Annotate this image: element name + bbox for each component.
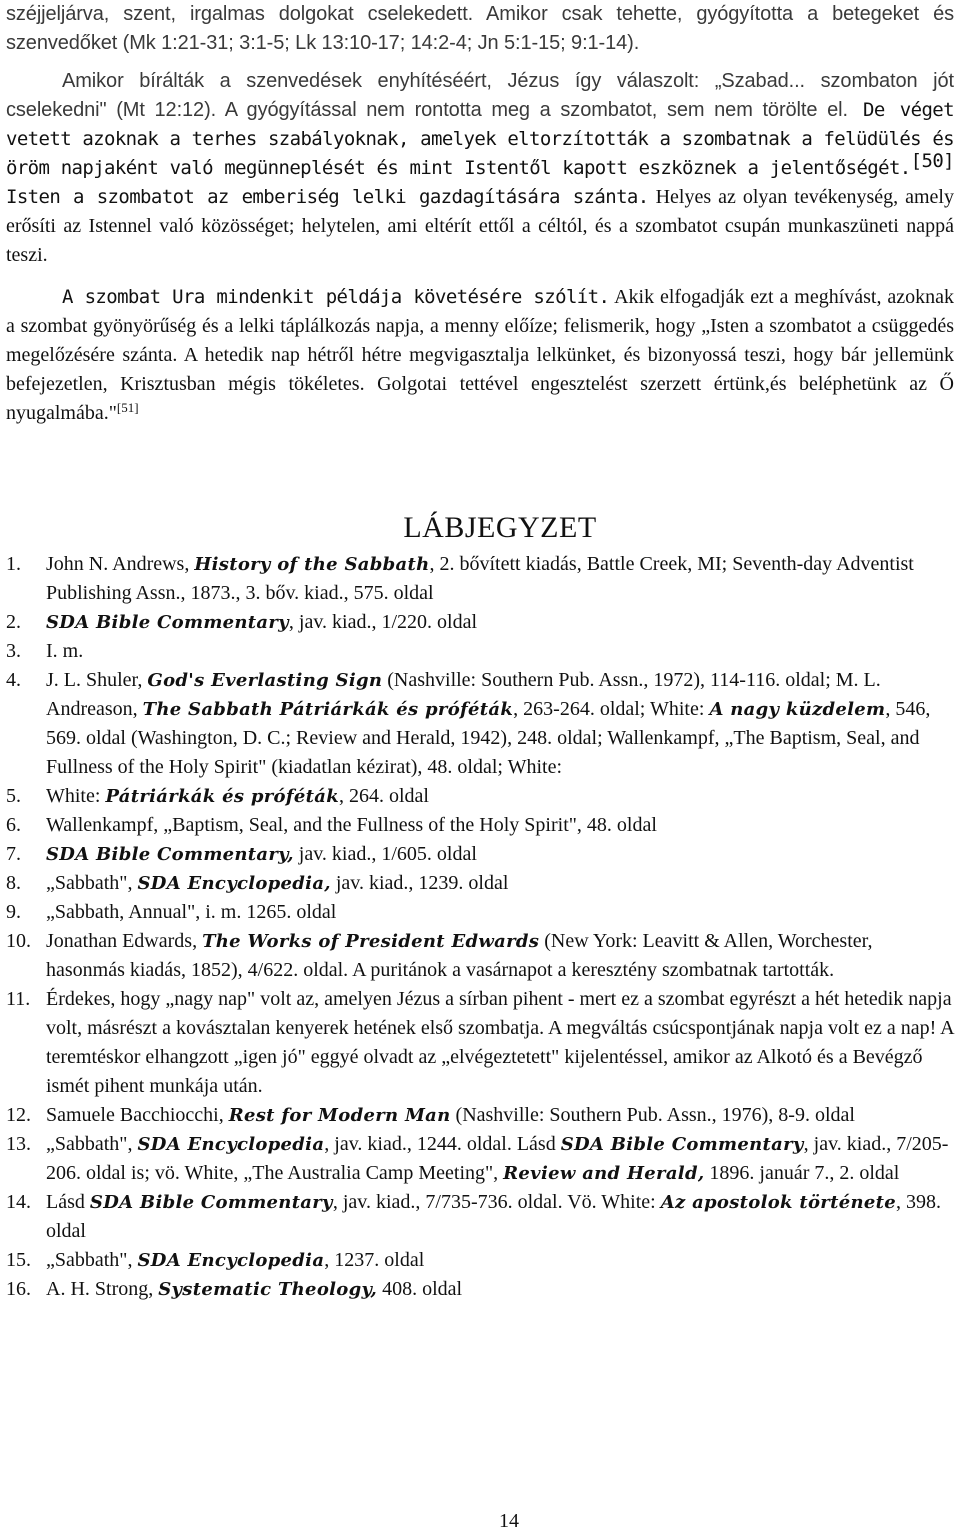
footnote-number: 11. [6,988,31,1010]
footnote-item [6,1130,956,1188]
paragraph-ministry-text: széjjeljárva, szent, irgalmas dolgokat cselekedett. Amikor csak tehette, gyógyította a betegeket és szenvedőket (Mk 1:21-31; 3:1-5; Lk 13:10-17; 14:2-4; Jn 5:1-15; 9:1-14). [6,3,954,54]
footnote-number: 7. [6,843,21,865]
footnote-number: 14. [6,1191,31,1213]
footnote-title: SDA Bible Commentary [560,1134,804,1155]
footnote-item [6,811,956,840]
footnote-item [6,1246,956,1275]
footnote-text: Wallenkampf, „Baptism, Seal, and the Fullness of the Holy Spirit", 48. oldal [46,814,657,836]
footnote-text: Érdekes, hogy „nagy nap" volt az, amelyen Jézus a sírban pihent - mert ez a szombat egyrészt a hét hetedik napja volt, másrészt a kovásztalan kenyerek hetének első szombatja. A megváltás csúcspontjának napja volt ez a nap! A teremtéskor elhangzott „igen jó" eggyé olvadt az „elvégeztetett" kijelentéssel, amikor az Alkotó és a Bevégző ismét pihent munkája után. [46,988,954,1097]
footnote-text: „Sabbath", [46,1133,138,1155]
footnote-item [6,1101,956,1130]
footnote-item [6,898,956,927]
footnote-item [6,1275,956,1304]
footnote-number: 15. [6,1249,31,1271]
footnote-item [6,782,956,811]
footnotes-heading: LÁBJEGYZET [403,511,597,544]
paragraph-purpose-text: Isten a szombatot az emberiség lelki gazdagítására szánta. [6,186,649,208]
paragraph-lord-of-sabbath [6,283,954,428]
footnote-text: jav. kiad., 1/605. oldal [293,843,477,865]
footnote-ref-50: [50] [910,150,954,172]
paragraph-ministry [6,0,954,58]
paragraph-sabbath-healing [6,67,954,270]
footnote-number: 4. [6,669,21,691]
footnote-text: Lásd [46,1191,90,1213]
footnote-number: 12. [6,1104,31,1126]
footnote-number: 1. [6,553,21,575]
footnote-item [6,666,956,782]
footnote-text: , 2. bővített kiadás, Battle Creek, MI; Seventh-day Adventist Publishing Assn., 1873., 3. bőv. kiad., 575. oldal [46,553,914,604]
footnote-number: 13. [6,1133,31,1155]
footnote-text: , 546, 569. oldal (Washington, D. C.; Review and Herald, 1942), 248. oldal; Wallenkampf, „The Baptism, Seal, and Fullness of the Holy Spirit" (kiadatlan kézirat), 48. oldal; White: [46,698,931,778]
footnote-title: A nagy küzdelem [709,699,886,720]
paragraph-rules-text: De véget vetett azoknak a terhes szabályoknak, amelyek eltorzították a szombatnak a felüdülés és öröm napjaként való megünneplését és mint Istentől kapott eszköznek a jelentőségét. [6,99,954,179]
footnote-text: jav. kiad., 1239. oldal [330,872,509,894]
paragraph-invitation-text: A szombat Ura mindenkit példája követésére szólít. [62,286,610,308]
footnote-ref-51: [51] [116,400,139,415]
footnote-text: Jonathan Edwards, [46,930,203,952]
footnote-text: 1896. január 7., 2. oldal [704,1162,900,1184]
footnote-text: (Nashville: Southern Pub. Assn., 1972), 114-116. oldal; M. L. Andreason, [46,669,881,720]
footnote-text: „Sabbath, Annual", i. m. 1265. oldal [46,901,337,923]
footnote-text: , jav. kiad., 7/205-206. oldal is; vö. White, „The Australia Camp Meeting", [46,1133,949,1184]
footnote-text: White: [46,785,106,807]
footnote-title: The Sabbath Pátriárkák és próféták [142,699,514,720]
footnote-list [6,550,956,1304]
footnote-text: „Sabbath", [46,1249,138,1271]
footnote-title: Az apostolok története [660,1192,896,1213]
footnote-item [6,550,956,608]
footnote-text: (Nashville: Southern Pub. Assn., 1976), 8-9. oldal [450,1104,855,1126]
footnote-text: , 1237. oldal [324,1249,425,1271]
paragraph-rest-text: Akik elfogadják ezt a meghívást, azoknak a szombat gyönyörűség és a lelki táplálkozás napja, a menny előíze; felismerik, hogy „Isten a szombatot a csüggedés megelőzésére szánta. A hetedik nap hétről hétre megvigasztalja lelkünket, és bizonyossá teszi, hogy bár jellemünk befejezetlen, Krisztusban mégis tökéletes. Golgotai tettével engesztelést szerzett értünk,és beléphetünk az Ő nyugalmába." [6,286,954,424]
footnote-title: Systematic Theology, [158,1279,378,1300]
footnote-text: , jav. kiad., 7/735-736. oldal. Vö. White: [332,1191,661,1213]
page-number: 14 [499,1510,519,1532]
footnote-title: SDA Bible Commentary, [46,844,294,865]
footnote-item [6,869,956,898]
footnote-text: A. H. Strong, [46,1278,159,1300]
footnote-number: 2. [6,611,21,633]
footnote-number: 9. [6,901,21,923]
footnote-item [6,985,956,1101]
footnote-text: Samuele Bacchiocchi, [46,1104,229,1126]
footnote-item [6,1188,956,1246]
footnote-number: 3. [6,640,21,662]
footnote-number: 10. [6,930,31,952]
footnote-number: 16. [6,1278,31,1300]
footnote-title: History of the Sabbath [194,554,430,575]
footnote-text: John N. Andrews, [46,553,195,575]
paragraph-activity-text: Helyes az olyan tevékenység, amely erősíti az Istennel való közösséget; helytelen, ami eltérít ettől a céltól, és a szombatot csupán munkaszüneti nappá teszi. [6,186,954,266]
footnote-text: 408. oldal [377,1278,463,1300]
footnote-text: , 263-264. oldal; White: [513,698,710,720]
paragraph-healing-text: Amikor bírálták a szenvedések enyhítéséért, Jézus így válaszolt: „Szabad... szombaton jót cselekedni" (Mt 12:12). A gyógyítással nem rontotta meg a szombatot, sem nem törölte el. [6,70,954,121]
footnote-item [6,840,956,869]
footnote-text: , 264. oldal [338,785,429,807]
footnote-title: Pátriárkák és próféták [105,786,339,807]
footnote-text: „Sabbath", [46,872,138,894]
footnote-number: 6. [6,814,21,836]
footnote-text: , 398. oldal [46,1191,941,1242]
footnote-item [6,927,956,985]
footnote-text: , jav. kiad., 1244. oldal. Lásd [324,1133,561,1155]
footnote-item [6,608,956,637]
footnote-title: SDA Bible Commentary [89,1192,333,1213]
footnote-title: SDA Encyclopedia [137,1134,325,1155]
footnote-number: 8. [6,872,21,894]
footnote-title: SDA Encyclopedia, [137,873,331,894]
footnote-title: God's Everlasting Sign [147,670,383,691]
footnote-title: Review and Herald, [503,1163,705,1184]
footnote-text: J. L. Shuler, [46,669,148,691]
footnote-text: , jav. kiad., 1/220. oldal [288,611,478,633]
footnote-text: I. m. [46,640,84,662]
footnote-number: 5. [6,785,21,807]
footnote-title: Rest for Modern Man [228,1105,451,1126]
footnote-title: The Works of President Edwards [202,931,540,952]
footnote-title: SDA Bible Commentary [46,612,289,633]
footnote-text: (New York: Leavitt & Allen, Worchester, hasonmás kiadás, 1852), 4/622. oldal. A puritánok a vasárnapot a keresztény szombatnak tartották. [46,930,873,981]
footnote-title: SDA Encyclopedia [137,1250,325,1271]
footnote-item [6,637,956,666]
